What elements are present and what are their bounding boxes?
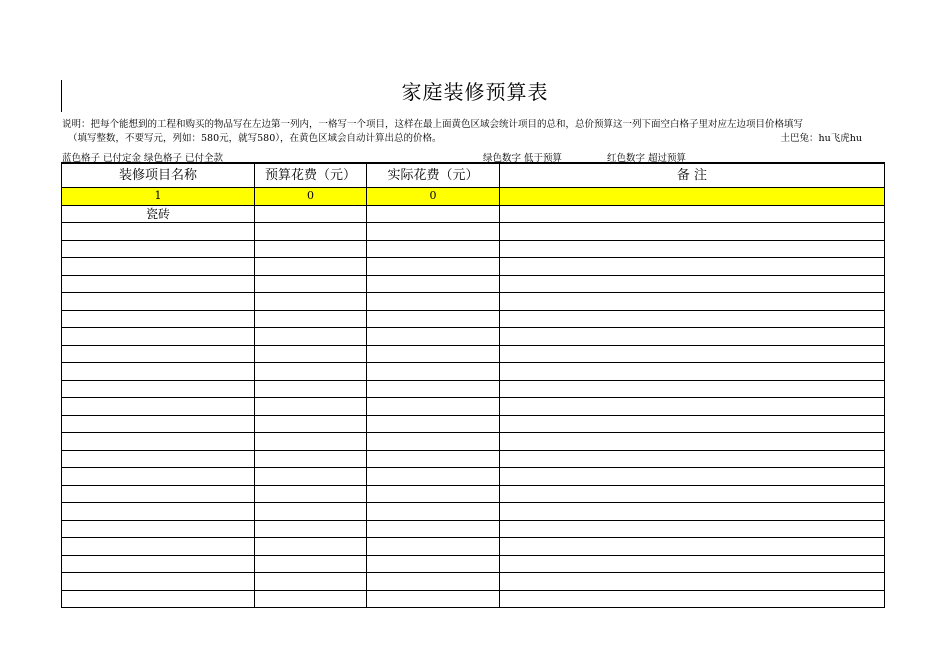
notes-cell[interactable] <box>500 258 885 276</box>
notes-cell[interactable] <box>500 503 885 521</box>
total-budget[interactable]: 0 <box>255 188 367 206</box>
notes-cell[interactable] <box>500 538 885 556</box>
notes-cell[interactable] <box>500 328 885 346</box>
actual-cell[interactable] <box>367 205 500 223</box>
item-name-cell[interactable] <box>62 380 255 398</box>
budget-cell[interactable] <box>255 293 367 311</box>
budget-cell[interactable] <box>255 433 367 451</box>
table-row <box>62 275 885 293</box>
budget-cell[interactable] <box>255 590 367 608</box>
notes-cell[interactable] <box>500 310 885 328</box>
item-name-cell[interactable] <box>62 293 255 311</box>
budget-cell[interactable] <box>255 573 367 591</box>
budget-table <box>61 162 885 608</box>
header-notes[interactable]: 备 注 <box>500 163 885 188</box>
notes-cell[interactable] <box>500 590 885 608</box>
actual-cell[interactable] <box>367 538 500 556</box>
actual-cell[interactable] <box>367 415 500 433</box>
budget-cell[interactable] <box>255 345 367 363</box>
item-name-cell[interactable] <box>62 590 255 608</box>
item-name-cell[interactable] <box>62 363 255 381</box>
actual-cell[interactable] <box>367 450 500 468</box>
table-row <box>62 590 885 608</box>
notes-cell[interactable] <box>500 205 885 223</box>
item-name-cell[interactable] <box>62 520 255 538</box>
notes-cell[interactable] <box>500 398 885 416</box>
actual-cell[interactable] <box>367 293 500 311</box>
budget-cell[interactable] <box>255 363 367 381</box>
budget-cell[interactable] <box>255 415 367 433</box>
header-actual[interactable]: 实际花费（元） <box>367 163 500 188</box>
actual-cell[interactable] <box>367 520 500 538</box>
notes-cell[interactable] <box>500 223 885 241</box>
actual-cell[interactable] <box>367 398 500 416</box>
table-row <box>62 415 885 433</box>
actual-cell[interactable] <box>367 345 500 363</box>
table-row <box>62 293 885 311</box>
notes-cell[interactable] <box>500 433 885 451</box>
item-name-cell[interactable]: 瓷砖 <box>62 205 255 223</box>
item-name-cell[interactable] <box>62 240 255 258</box>
header-item-name[interactable]: 装修项目名称 <box>62 163 255 188</box>
notes-cell[interactable] <box>500 468 885 486</box>
description-line-1: 说明：把每个能想到的工程和购买的物品写在左边第一列内，一格写一个项目，这样在最上面黄色区域会统计项目的总和，总价预算这一列下面空白格子里对应左边项目价格填写 <box>62 119 804 130</box>
notes-cell[interactable] <box>500 485 885 503</box>
table-row <box>62 433 885 451</box>
budget-cell[interactable] <box>255 275 367 293</box>
table-row <box>62 450 885 468</box>
item-name-cell[interactable] <box>62 223 255 241</box>
table-row <box>62 345 885 363</box>
actual-cell[interactable] <box>367 468 500 486</box>
table-row <box>62 310 885 328</box>
budget-cell[interactable] <box>255 258 367 276</box>
item-name-cell[interactable] <box>62 328 255 346</box>
notes-cell[interactable] <box>500 520 885 538</box>
table-row <box>62 240 885 258</box>
total-item-count[interactable]: 1 <box>62 188 255 206</box>
author-credit: 土巴兔：hu飞虎hu <box>780 133 862 144</box>
item-name-cell[interactable] <box>62 485 255 503</box>
table-row <box>62 503 885 521</box>
item-name-cell[interactable] <box>62 310 255 328</box>
budget-cell[interactable] <box>255 223 367 241</box>
table-row <box>62 328 885 346</box>
budget-cell[interactable] <box>255 240 367 258</box>
item-name-cell[interactable] <box>62 275 255 293</box>
actual-cell[interactable] <box>367 380 500 398</box>
totals-row <box>62 188 885 206</box>
item-name-cell[interactable] <box>62 573 255 591</box>
notes-cell[interactable] <box>500 415 885 433</box>
table-row <box>62 573 885 591</box>
actual-cell[interactable] <box>367 240 500 258</box>
actual-cell[interactable] <box>367 310 500 328</box>
budget-cell[interactable] <box>255 555 367 573</box>
item-name-cell[interactable] <box>62 503 255 521</box>
item-name-cell[interactable] <box>62 555 255 573</box>
item-name-cell[interactable] <box>62 398 255 416</box>
table-row <box>62 363 885 381</box>
actual-cell[interactable] <box>367 258 500 276</box>
actual-cell[interactable] <box>367 590 500 608</box>
budget-cell[interactable] <box>255 538 367 556</box>
legend-over-budget: 红色数字 超过预算 <box>607 153 687 164</box>
table-row <box>62 468 885 486</box>
budget-cell[interactable] <box>255 380 367 398</box>
item-name-cell[interactable] <box>62 450 255 468</box>
notes-cell[interactable] <box>500 240 885 258</box>
budget-cell[interactable] <box>255 485 367 503</box>
item-name-cell[interactable] <box>62 345 255 363</box>
actual-cell[interactable] <box>367 275 500 293</box>
table-row <box>62 380 885 398</box>
actual-cell[interactable] <box>367 485 500 503</box>
budget-cell[interactable] <box>255 398 367 416</box>
table-row <box>62 258 885 276</box>
table-row <box>62 485 885 503</box>
table-row <box>62 223 885 241</box>
actual-cell[interactable] <box>367 503 500 521</box>
item-name-cell[interactable] <box>62 468 255 486</box>
notes-cell[interactable] <box>500 573 885 591</box>
item-name-cell[interactable] <box>62 538 255 556</box>
header-budget[interactable]: 预算花费（元） <box>255 163 367 188</box>
budget-cell[interactable] <box>255 468 367 486</box>
budget-cell[interactable] <box>255 205 367 223</box>
budget-cell[interactable] <box>255 520 367 538</box>
legend-under-budget: 绿色数字 低于预算 <box>483 153 563 164</box>
header-row <box>62 163 885 188</box>
budget-cell[interactable] <box>255 450 367 468</box>
budget-cell[interactable] <box>255 503 367 521</box>
notes-cell[interactable] <box>500 345 885 363</box>
actual-cell[interactable] <box>367 573 500 591</box>
description-line-2: （填写整数，不要写元，列如：580元，就写580），在黄色区域会自动计算出总的价格。 <box>68 133 442 144</box>
actual-cell[interactable] <box>367 363 500 381</box>
notes-cell[interactable] <box>500 450 885 468</box>
item-name-cell[interactable] <box>62 415 255 433</box>
page-title: 家庭装修预算表 <box>401 80 549 104</box>
total-actual[interactable]: 0 <box>367 188 500 206</box>
notes-cell[interactable] <box>500 363 885 381</box>
notes-cell[interactable] <box>500 380 885 398</box>
item-name-cell[interactable] <box>62 258 255 276</box>
actual-cell[interactable] <box>367 223 500 241</box>
table-row <box>62 538 885 556</box>
legend-paid-status: 蓝色格子 已付定金 绿色格子 已付全款 <box>62 153 224 164</box>
table-row <box>62 520 885 538</box>
actual-cell[interactable] <box>367 433 500 451</box>
budget-cell[interactable] <box>255 310 367 328</box>
budget-cell[interactable] <box>255 328 367 346</box>
item-name-cell[interactable] <box>62 433 255 451</box>
actual-cell[interactable] <box>367 555 500 573</box>
table-row <box>62 555 885 573</box>
actual-cell[interactable] <box>367 328 500 346</box>
notes-cell[interactable] <box>500 555 885 573</box>
notes-cell[interactable] <box>500 293 885 311</box>
table-row <box>62 398 885 416</box>
table-row <box>62 205 885 223</box>
notes-cell[interactable] <box>500 275 885 293</box>
total-notes[interactable] <box>500 188 885 206</box>
